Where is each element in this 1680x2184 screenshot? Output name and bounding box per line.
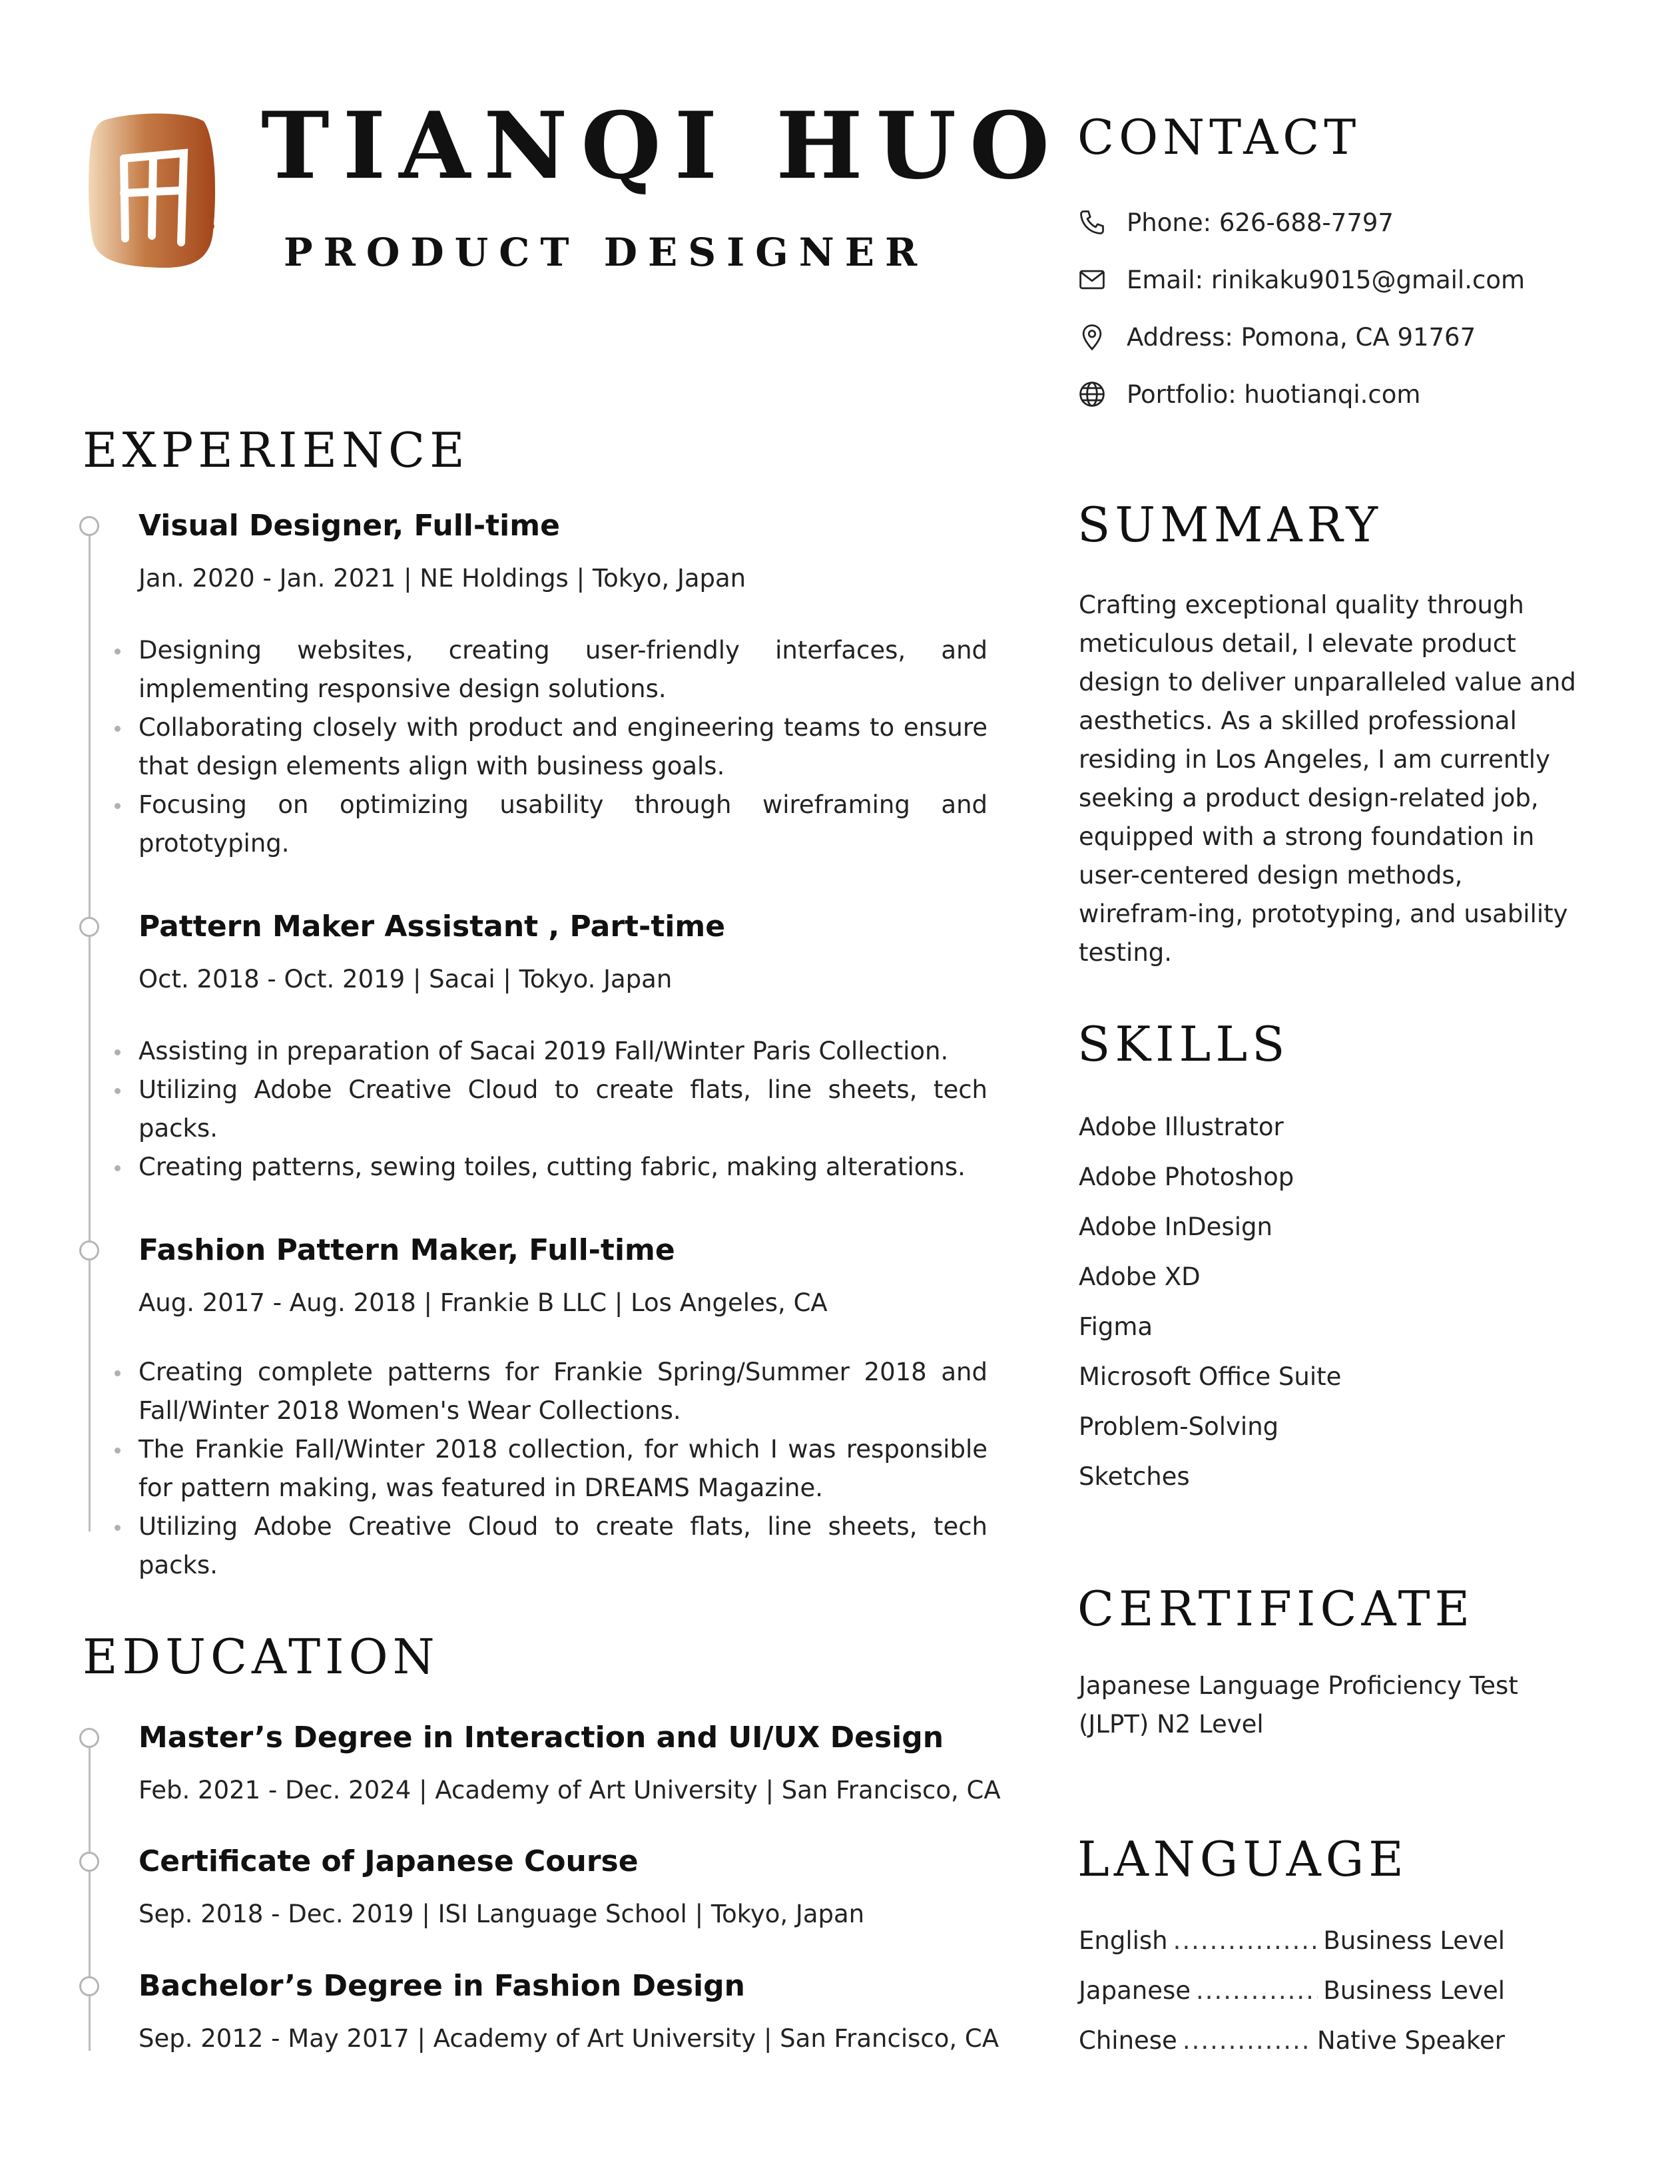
skill-item: Adobe InDesign [1079, 1213, 1272, 1241]
language-name: English [1079, 1926, 1168, 1955]
certificate-heading: CERTIFICATE [1077, 1581, 1475, 1637]
education-title: Master’s Degree in Interaction and UI/UX Design [139, 1721, 944, 1755]
education-heading: EDUCATION [83, 1629, 439, 1685]
list-item: Designing websites, creating user-friendly interfaces, and implementing responsive design solutions. [139, 631, 987, 708]
education-meta: Sep. 2018 - Dec. 2019 | ISI Language School | Tokyo, Japan [139, 1900, 865, 1928]
leader-dots [1173, 1928, 1318, 1953]
timeline-dot [79, 917, 99, 937]
contact-email-text[interactable]: Email: rinikaku9015@gmail.com [1127, 265, 1525, 294]
list-item: Focusing on optimizing usability through wireframing and prototyping. [139, 786, 987, 863]
contact-phone-text[interactable]: Phone: 626-688-7797 [1127, 208, 1394, 237]
job-title: Pattern Maker Assistant , Part-time [139, 910, 726, 944]
job-meta: Jan. 2020 - Jan. 2021 | NE Holdings | Tokyo, Japan [139, 564, 746, 593]
leader-dots [1183, 2028, 1312, 2053]
contact-email [1077, 264, 1525, 296]
language-level: Business Level [1323, 1976, 1505, 2005]
timeline-dot [79, 1728, 99, 1748]
contact-address-text: Address: Pomona, CA 91767 [1127, 322, 1476, 352]
skill-item: Problem-Solving [1079, 1412, 1279, 1441]
education-meta: Feb. 2021 - Dec. 2024 | Academy of Art University | San Francisco, CA [139, 1776, 1001, 1804]
contact-heading: CONTACT [1077, 109, 1361, 165]
job-bullets [139, 1353, 987, 1585]
experience-timeline [89, 533, 91, 1531]
language-heading: LANGUAGE [1077, 1831, 1408, 1887]
timeline-dot [79, 1852, 99, 1872]
phone-icon [1077, 208, 1107, 237]
skills-heading: SKILLS [1077, 1016, 1290, 1072]
leader-dots [1196, 1978, 1318, 2003]
job-title: Fashion Pattern Maker, Full-time [139, 1233, 675, 1267]
list-item: The Frankie Fall/Winter 2018 collection, for which I was responsible for pattern making, was featured in DREAMS Magazine. [139, 1430, 987, 1507]
candidate-name: TIANQI HUO [261, 91, 1063, 200]
list-item: Creating patterns, sewing toiles, cutting fabric, making alterations. [139, 1148, 987, 1187]
list-item: Creating complete patterns for Frankie Spring/Summer 2018 and Fall/Winter 2018 Women's Wear Collections. [139, 1353, 987, 1430]
skill-item: Adobe Photoshop [1079, 1163, 1294, 1191]
contact-phone [1077, 206, 1394, 238]
timeline-dot [79, 1976, 99, 1996]
timeline-dot [79, 1240, 99, 1260]
contact-portfolio [1077, 378, 1420, 410]
timeline-dot [79, 516, 99, 536]
summary-text: Crafting exceptional quality through meticulous detail, I elevate product design to deliver unparalleled value and aesthetics. As a skilled professional residing in Los Angeles, I am currently seeking a product design-related job, equipped with a strong foundation in user-centered design methods, wirefram-ing, prototyping, and usability testing. [1079, 591, 1576, 967]
skill-item: Figma [1079, 1312, 1153, 1341]
location-pin-icon [1077, 322, 1107, 352]
language-row [1079, 1928, 1505, 1953]
list-item: Collaborating closely with product and engineering teams to ensure that design elements align with business goals. [139, 708, 987, 786]
contact-address [1077, 321, 1476, 353]
language-name: Japanese [1079, 1976, 1191, 2005]
education-timeline [89, 1738, 91, 2051]
candidate-title: PRODUCT DESIGNER [284, 230, 928, 275]
summary-heading: SUMMARY [1077, 497, 1382, 553]
skill-item: Adobe Illustrator [1079, 1113, 1284, 1141]
language-row [1079, 2028, 1505, 2053]
job-bullets [139, 631, 987, 863]
globe-icon [1077, 380, 1107, 409]
job-title: Visual Designer, Full-time [139, 509, 560, 543]
mail-icon [1077, 265, 1107, 294]
list-item: Utilizing Adobe Creative Cloud to create flats, line sheets, tech packs. [139, 1507, 987, 1585]
certificate-text: Japanese Language Proficiency Test (JLPT) N2 Level [1079, 1671, 1518, 1739]
logo-seal-icon [85, 112, 218, 272]
language-level: Native Speaker [1316, 2026, 1505, 2055]
education-meta: Sep. 2012 - May 2017 | Academy of Art University | San Francisco, CA [139, 2024, 999, 2053]
job-meta: Oct. 2018 - Oct. 2019 | Sacai | Tokyo. Japan [139, 965, 673, 993]
job-meta: Aug. 2017 - Aug. 2018 | Frankie B LLC | Los Angeles, CA [139, 1288, 828, 1317]
skill-item: Sketches [1079, 1462, 1190, 1491]
job-bullets [139, 1032, 987, 1187]
skill-item: Adobe XD [1079, 1262, 1201, 1291]
education-title: Bachelor’s Degree in Fashion Design [139, 1969, 745, 2003]
contact-portfolio-text[interactable]: Portfolio: huotianqi.com [1127, 380, 1421, 409]
list-item: Assisting in preparation of Sacai 2019 Fall/Winter Paris Collection. [139, 1032, 987, 1071]
experience-heading: EXPERIENCE [83, 422, 469, 478]
skill-item: Microsoft Office Suite [1079, 1362, 1342, 1391]
list-item: Utilizing Adobe Creative Cloud to create flats, line sheets, tech packs. [139, 1071, 987, 1148]
language-name: Chinese [1079, 2026, 1177, 2055]
education-title: Certificate of Japanese Course [139, 1844, 639, 1878]
language-row [1079, 1978, 1505, 2003]
language-level: Business Level [1323, 1926, 1505, 1955]
